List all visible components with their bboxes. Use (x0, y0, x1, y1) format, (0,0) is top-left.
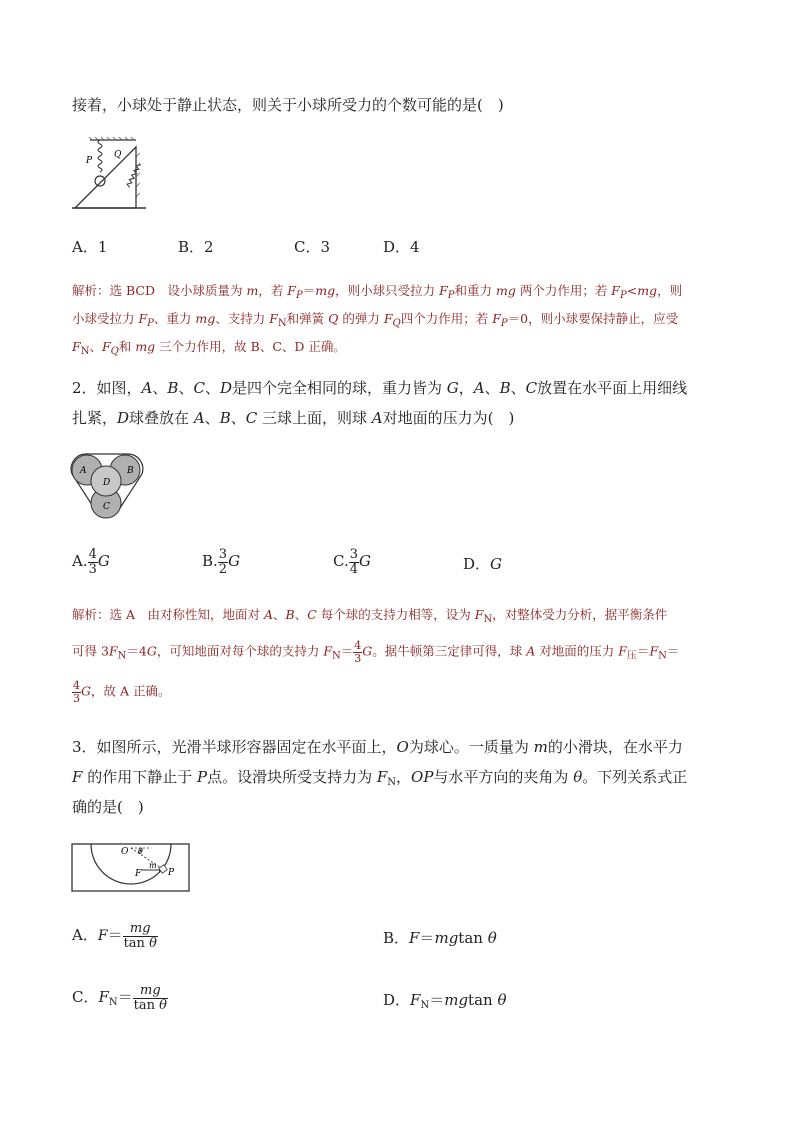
q2-solution-line-1: 解析：选 A 由对称性知，地面对 A、B、C 每个球的支持力相等，设为 $F_N$，对整体受力分析，据平衡条件 (72, 607, 668, 625)
q2-option-d[interactable]: D．G (463, 555, 503, 573)
q3-option-c[interactable]: C．$F_N=$ $\frac{mg}{\text{tan θ}}$ (72, 983, 167, 1013)
q1-solution-line-1: 解析：选 BCD 设小球质量为 m，若 $F_P=mg$，则小球只受拉力 $F_P$和重力 mg 两个力作用；若 $F_P<mg$，则 (72, 283, 683, 301)
q2-solution-line-2: 可得 $3F_N=4G$，可知地面对每个球的支持力 $F_N=$ $\frac{4}{3}$ G。据牛顿第三定律可得，球 A 对地面的压力 $F_压=F_N=$ (72, 639, 680, 665)
q1-option-b[interactable]: B．2 (178, 238, 214, 256)
q3-fig-label-theta: θ (138, 847, 143, 856)
q2-fig-label-a: A (80, 466, 87, 476)
q2-figure (68, 450, 148, 526)
q3-fig-label-p: P (168, 868, 175, 878)
q2-solution-line-3: $\frac{4}{3}$ G，故 A 正确。 (73, 679, 171, 705)
q1-solution-line-3: $F_N$、$F_Q$和 mg 三个力作用，故 B、C、D 正确。 (72, 339, 346, 357)
q1-option-a[interactable]: A．1 (72, 238, 108, 256)
q3-fig-label-o: O (121, 847, 129, 857)
q1-option-c[interactable]: C．3 (294, 238, 331, 256)
q3-stem-line-3: 确的是( ) (72, 798, 144, 816)
q3-figure (71, 843, 191, 897)
q2-option-b[interactable]: B. $\frac{3}{2}$ G (202, 547, 241, 577)
q1-fig-label-p: P (86, 156, 93, 166)
q2-option-c[interactable]: C. $\frac{3}{4}$ G (333, 547, 371, 577)
q3-option-d[interactable]: D．$F_N=mgtan$ θ (383, 991, 507, 1011)
q3-stem-line-1: 3．如图所示，光滑半球形容器固定在水平面上，O为球心。一质量为 m的小滑块，在水平力 (72, 738, 683, 756)
q3-option-a[interactable]: A．F＝ $\frac{mg}{\text{tan θ}}$ (72, 921, 157, 951)
q1-option-d[interactable]: D．4 (383, 238, 420, 256)
q1-solution-line-2: 小球受拉力 $F_P$、重力 mg、支持力 $F_N$和弹簧 Q 的弹力 $F_Q$四个力作用；若 $F_P=0$，则小球要保持静止，应受 (72, 311, 679, 329)
q1-figure (70, 137, 150, 217)
q3-stem-line-2: F 的作用下静止于 P点。设滑块所受支持力为 $F_N$，OP与水平方向的夹角为 θ。下列关系式正 (72, 768, 688, 788)
q3-option-b[interactable]: B．F＝mgtan θ (383, 929, 497, 947)
q2-stem-line-1: 2．如图，A、B、C、D是四个完全相同的球，重力皆为 G，A、B、C放置在水平面上用细线 (72, 379, 688, 397)
q1-fig-label-q: Q (114, 150, 122, 160)
q2-option-a[interactable]: A. $\frac{4}{3}$ G (72, 547, 110, 577)
q2-fig-label-c: C (103, 502, 110, 512)
q2-fig-label-d: D (103, 478, 111, 488)
q2-fig-label-b: B (127, 466, 134, 476)
q2-stem-line-2: 扎紧，D球叠放在 A、B、C 三球上面，则球 A对地面的压力为( ) (72, 409, 515, 427)
q3-fig-label-f: F (135, 869, 142, 879)
q3-fig-label-m: m (149, 861, 157, 870)
q1-stem: 接着，小球处于静止状态，则关于小球所受力的个数可能的是( ) (72, 96, 504, 114)
